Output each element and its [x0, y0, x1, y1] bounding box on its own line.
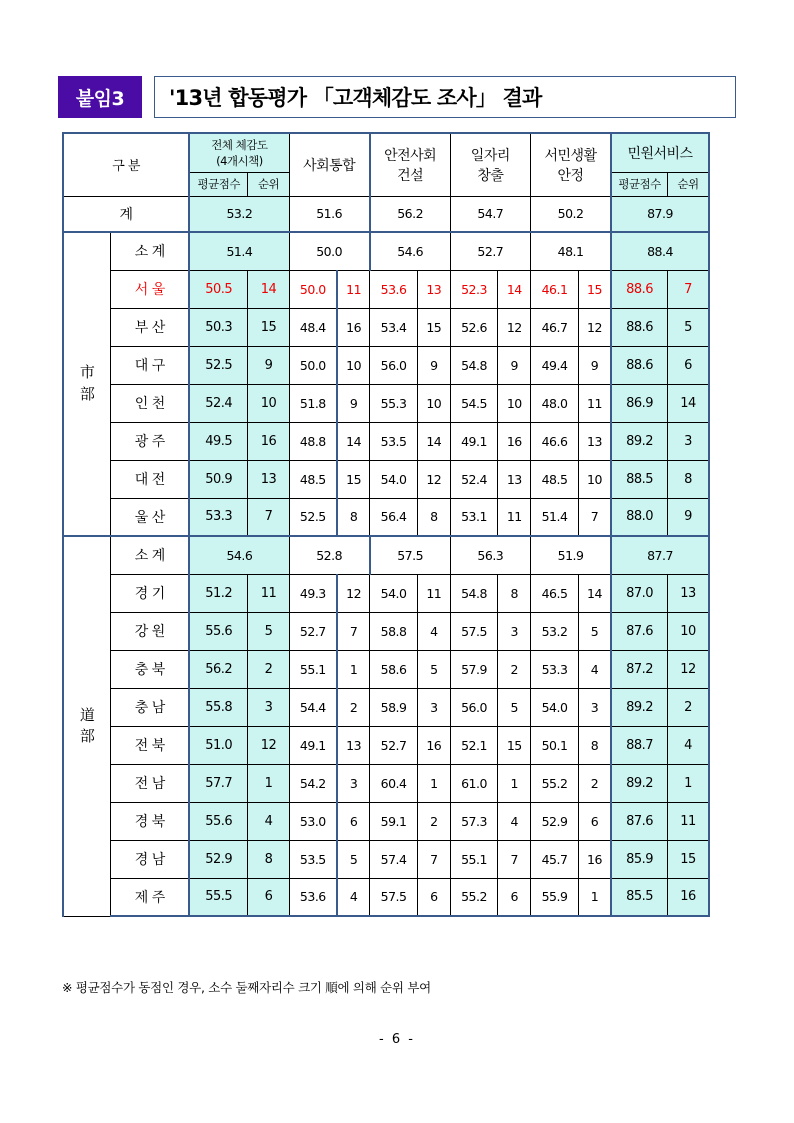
cell-category-3-rank: 1 — [578, 878, 611, 916]
cell-category-2-rank: 3 — [498, 612, 531, 650]
cell-overall-score: 51.0 — [189, 726, 248, 764]
cell-category-0-score: 53.6 — [289, 878, 337, 916]
cell-category-0-rank: 16 — [337, 308, 370, 346]
cell-category-1-rank: 1 — [417, 764, 450, 802]
cell-category-1-rank: 7 — [417, 840, 450, 878]
cell-category-0-rank: 9 — [337, 384, 370, 422]
cell-category-3-score: 48.5 — [531, 460, 579, 498]
cell-overall-score: 52.4 — [189, 384, 248, 422]
row-label-region: 전 남 — [111, 764, 189, 802]
cell-category-0-score: 54.4 — [289, 688, 337, 726]
cell-overall-rank: 16 — [248, 422, 289, 460]
cell-service-rank: 9 — [668, 498, 709, 536]
cell-category-0-rank: 3 — [337, 764, 370, 802]
cell-category-2-score: 52.3 — [450, 270, 498, 308]
cell-service-score: 89.2 — [611, 688, 668, 726]
cell-service-score: 88.6 — [611, 346, 668, 384]
cell-category-1-score: 54.0 — [370, 574, 418, 612]
cell-category-2-score: 61.0 — [450, 764, 498, 802]
cell-category-2-score: 57.5 — [450, 612, 498, 650]
cell-category-3-score: 50.1 — [531, 726, 579, 764]
cell-category-1-score: 56.0 — [370, 346, 418, 384]
cell-category-0-score: 49.1 — [289, 726, 337, 764]
cell-category-2-score: 52.4 — [450, 460, 498, 498]
row-label-region: 전 북 — [111, 726, 189, 764]
cell-category-3-rank: 15 — [578, 270, 611, 308]
group-label-0: 市 部 — [63, 232, 111, 536]
cell-category-1-score: 53.4 — [370, 308, 418, 346]
cell-category-3-score: 48.0 — [531, 384, 579, 422]
cell-overall-score: 50.5 — [189, 270, 248, 308]
cell-overall-rank: 10 — [248, 384, 289, 422]
header-overall-rank: 순위 — [248, 172, 289, 196]
cell-service-score: 87.0 — [611, 574, 668, 612]
row-label-region: 부 산 — [111, 308, 189, 346]
header-service: 민원서비스 — [611, 133, 709, 172]
table-header-row-1 — [63, 133, 709, 172]
table-row — [63, 612, 709, 650]
cell-category-3-score: 46.1 — [531, 270, 579, 308]
cell-overall-rank: 15 — [248, 308, 289, 346]
cell-category-1-score: 58.9 — [370, 688, 418, 726]
cell-service-rank: 3 — [668, 422, 709, 460]
cell-category-1-score: 60.4 — [370, 764, 418, 802]
subtotal-category-1: 54.6 — [370, 232, 450, 270]
cell-overall-score: 56.2 — [189, 650, 248, 688]
row-label-region: 경 기 — [111, 574, 189, 612]
cell-category-0-score: 50.0 — [289, 270, 337, 308]
cell-category-2-rank: 2 — [498, 650, 531, 688]
cell-service-rank: 13 — [668, 574, 709, 612]
header-overall: 전체 체감도 (4개시책) — [189, 133, 289, 172]
cell-category-2-score: 52.1 — [450, 726, 498, 764]
cell-category-0-rank: 1 — [337, 650, 370, 688]
table-row — [63, 688, 709, 726]
row-label-subtotal: 소 계 — [111, 232, 189, 270]
row-label-region: 충 북 — [111, 650, 189, 688]
cell-category-3-rank: 2 — [578, 764, 611, 802]
table-row — [63, 308, 709, 346]
cell-category-2-rank: 1 — [498, 764, 531, 802]
table-row — [63, 726, 709, 764]
cell-category-3-score: 51.4 — [531, 498, 579, 536]
cell-category-0-score: 49.3 — [289, 574, 337, 612]
header-category-3: 서민생활 안정 — [531, 133, 611, 196]
cell-category-2-rank: 10 — [498, 384, 531, 422]
cell-category-0-rank: 7 — [337, 612, 370, 650]
cell-overall-score: 52.9 — [189, 840, 248, 878]
cell-category-0-score: 53.5 — [289, 840, 337, 878]
row-label-region: 울 산 — [111, 498, 189, 536]
cell-category-1-score: 52.7 — [370, 726, 418, 764]
total-category-3: 50.2 — [531, 196, 611, 232]
cell-category-1-rank: 5 — [417, 650, 450, 688]
cell-category-3-rank: 7 — [578, 498, 611, 536]
cell-service-rank: 11 — [668, 802, 709, 840]
cell-category-3-score: 46.6 — [531, 422, 579, 460]
page-title: '13년 합동평가 「고객체감도 조사」 결과 — [154, 76, 736, 118]
cell-overall-rank: 9 — [248, 346, 289, 384]
subtotal-category-0: 52.8 — [289, 536, 369, 574]
results-table-container — [62, 132, 710, 917]
cell-category-3-rank: 16 — [578, 840, 611, 878]
subtotal-category-0: 50.0 — [289, 232, 369, 270]
cell-category-3-score: 52.9 — [531, 802, 579, 840]
table-row — [63, 384, 709, 422]
subtotal-category-1: 57.5 — [370, 536, 450, 574]
cell-category-1-score: 58.6 — [370, 650, 418, 688]
title-row — [58, 76, 736, 118]
cell-category-1-rank: 11 — [417, 574, 450, 612]
row-label-region: 제 주 — [111, 878, 189, 916]
cell-category-3-rank: 3 — [578, 688, 611, 726]
row-label-region: 경 남 — [111, 840, 189, 878]
subtotal-category-2: 56.3 — [450, 536, 530, 574]
cell-category-0-score: 48.5 — [289, 460, 337, 498]
cell-category-2-rank: 6 — [498, 878, 531, 916]
cell-category-3-rank: 4 — [578, 650, 611, 688]
cell-category-2-score: 54.8 — [450, 574, 498, 612]
cell-service-score: 87.2 — [611, 650, 668, 688]
total-service: 87.9 — [611, 196, 709, 232]
cell-category-3-score: 49.4 — [531, 346, 579, 384]
cell-service-score: 89.2 — [611, 764, 668, 802]
cell-category-2-rank: 11 — [498, 498, 531, 536]
cell-category-1-score: 56.4 — [370, 498, 418, 536]
cell-overall-rank: 14 — [248, 270, 289, 308]
table-row — [63, 840, 709, 878]
cell-overall-rank: 12 — [248, 726, 289, 764]
cell-overall-rank: 13 — [248, 460, 289, 498]
table-row-total — [63, 196, 709, 232]
cell-category-2-score: 54.8 — [450, 346, 498, 384]
cell-category-0-rank: 5 — [337, 840, 370, 878]
cell-overall-score: 52.5 — [189, 346, 248, 384]
header-category-0: 사회통합 — [289, 133, 369, 196]
cell-overall-rank: 1 — [248, 764, 289, 802]
cell-category-2-rank: 7 — [498, 840, 531, 878]
total-category-1: 56.2 — [370, 196, 450, 232]
cell-overall-rank: 8 — [248, 840, 289, 878]
cell-overall-rank: 5 — [248, 612, 289, 650]
cell-service-rank: 8 — [668, 460, 709, 498]
subtotal-overall: 51.4 — [189, 232, 289, 270]
cell-service-score: 89.2 — [611, 422, 668, 460]
cell-service-score: 88.0 — [611, 498, 668, 536]
cell-category-1-rank: 15 — [417, 308, 450, 346]
cell-overall-rank: 3 — [248, 688, 289, 726]
table-row — [63, 802, 709, 840]
cell-category-3-rank: 9 — [578, 346, 611, 384]
footnote: ※ 평균점수가 동점인 경우, 소수 둘째자리수 크기 順에 의해 순위 부여 — [62, 980, 431, 995]
cell-category-2-rank: 9 — [498, 346, 531, 384]
cell-category-1-rank: 16 — [417, 726, 450, 764]
cell-category-3-rank: 6 — [578, 802, 611, 840]
cell-category-2-rank: 16 — [498, 422, 531, 460]
cell-category-2-score: 54.5 — [450, 384, 498, 422]
cell-category-1-rank: 14 — [417, 422, 450, 460]
cell-overall-score: 55.5 — [189, 878, 248, 916]
customer-satisfaction-table — [62, 132, 710, 917]
cell-category-1-score: 57.4 — [370, 840, 418, 878]
table-row — [63, 498, 709, 536]
subtotal-service: 88.4 — [611, 232, 709, 270]
row-label-region: 서 울 — [111, 270, 189, 308]
cell-category-0-rank: 15 — [337, 460, 370, 498]
cell-overall-rank: 11 — [248, 574, 289, 612]
cell-category-0-score: 53.0 — [289, 802, 337, 840]
cell-service-score: 87.6 — [611, 802, 668, 840]
cell-category-0-rank: 4 — [337, 878, 370, 916]
cell-category-0-score: 51.8 — [289, 384, 337, 422]
cell-category-1-rank: 8 — [417, 498, 450, 536]
cell-category-2-score: 56.0 — [450, 688, 498, 726]
cell-category-1-score: 58.8 — [370, 612, 418, 650]
subtotal-category-2: 52.7 — [450, 232, 530, 270]
cell-category-2-score: 55.2 — [450, 878, 498, 916]
cell-category-0-score: 55.1 — [289, 650, 337, 688]
row-label-subtotal: 소 계 — [111, 536, 189, 574]
cell-service-score: 88.7 — [611, 726, 668, 764]
cell-category-2-score: 53.1 — [450, 498, 498, 536]
cell-category-0-score: 48.8 — [289, 422, 337, 460]
cell-category-3-rank: 12 — [578, 308, 611, 346]
cell-category-3-rank: 13 — [578, 422, 611, 460]
cell-category-0-score: 52.7 — [289, 612, 337, 650]
cell-category-3-score: 46.7 — [531, 308, 579, 346]
cell-overall-score: 57.7 — [189, 764, 248, 802]
cell-service-rank: 12 — [668, 650, 709, 688]
row-label-total: 계 — [63, 196, 189, 232]
cell-category-1-rank: 9 — [417, 346, 450, 384]
cell-category-0-score: 48.4 — [289, 308, 337, 346]
cell-category-3-rank: 11 — [578, 384, 611, 422]
cell-category-1-score: 55.3 — [370, 384, 418, 422]
cell-category-3-score: 55.2 — [531, 764, 579, 802]
table-row — [63, 878, 709, 916]
cell-service-score: 85.5 — [611, 878, 668, 916]
cell-service-rank: 7 — [668, 270, 709, 308]
cell-category-2-score: 57.3 — [450, 802, 498, 840]
cell-service-rank: 5 — [668, 308, 709, 346]
table-row-subtotal — [63, 536, 709, 574]
cell-category-3-score: 53.2 — [531, 612, 579, 650]
cell-overall-rank: 7 — [248, 498, 289, 536]
cell-overall-score: 50.9 — [189, 460, 248, 498]
group-label-1: 道 部 — [63, 536, 111, 916]
cell-category-1-rank: 6 — [417, 878, 450, 916]
cell-service-rank: 4 — [668, 726, 709, 764]
table-row — [63, 346, 709, 384]
cell-service-score: 88.6 — [611, 308, 668, 346]
cell-category-0-rank: 2 — [337, 688, 370, 726]
cell-category-3-score: 54.0 — [531, 688, 579, 726]
cell-category-0-score: 50.0 — [289, 346, 337, 384]
cell-category-3-rank: 14 — [578, 574, 611, 612]
subtotal-category-3: 51.9 — [531, 536, 611, 574]
cell-category-1-score: 53.5 — [370, 422, 418, 460]
table-row — [63, 422, 709, 460]
page-number: - 6 - — [379, 1032, 415, 1047]
row-label-region: 인 천 — [111, 384, 189, 422]
cell-category-2-rank: 8 — [498, 574, 531, 612]
row-label-region: 광 주 — [111, 422, 189, 460]
cell-overall-score: 55.6 — [189, 612, 248, 650]
cell-service-rank: 1 — [668, 764, 709, 802]
header-service-rank: 순위 — [668, 172, 709, 196]
cell-overall-score: 49.5 — [189, 422, 248, 460]
cell-service-rank: 15 — [668, 840, 709, 878]
cell-service-rank: 16 — [668, 878, 709, 916]
cell-category-3-rank: 5 — [578, 612, 611, 650]
attachment-badge: 붙임3 — [58, 76, 142, 118]
cell-category-2-rank: 12 — [498, 308, 531, 346]
header-service-score: 평균점수 — [611, 172, 668, 196]
cell-overall-score: 55.8 — [189, 688, 248, 726]
cell-service-rank: 6 — [668, 346, 709, 384]
cell-overall-rank: 6 — [248, 878, 289, 916]
cell-category-0-rank: 6 — [337, 802, 370, 840]
cell-service-score: 86.9 — [611, 384, 668, 422]
cell-category-1-score: 54.0 — [370, 460, 418, 498]
cell-category-1-rank: 13 — [417, 270, 450, 308]
cell-category-1-score: 57.5 — [370, 878, 418, 916]
subtotal-service: 87.7 — [611, 536, 709, 574]
row-label-region: 경 북 — [111, 802, 189, 840]
cell-overall-score: 50.3 — [189, 308, 248, 346]
cell-overall-score: 53.3 — [189, 498, 248, 536]
cell-category-1-rank: 2 — [417, 802, 450, 840]
cell-category-2-rank: 13 — [498, 460, 531, 498]
table-row-subtotal — [63, 232, 709, 270]
cell-category-2-rank: 4 — [498, 802, 531, 840]
cell-category-3-rank: 10 — [578, 460, 611, 498]
cell-overall-score: 55.6 — [189, 802, 248, 840]
cell-category-2-rank: 5 — [498, 688, 531, 726]
table-row — [63, 270, 709, 308]
header-overall-score: 평균점수 — [189, 172, 248, 196]
row-label-region: 대 구 — [111, 346, 189, 384]
cell-category-1-rank: 4 — [417, 612, 450, 650]
table-row — [63, 764, 709, 802]
cell-category-2-score: 57.9 — [450, 650, 498, 688]
cell-service-score: 88.5 — [611, 460, 668, 498]
total-category-0: 51.6 — [289, 196, 369, 232]
cell-category-1-rank: 12 — [417, 460, 450, 498]
cell-category-2-rank: 15 — [498, 726, 531, 764]
cell-overall-rank: 4 — [248, 802, 289, 840]
cell-category-3-score: 53.3 — [531, 650, 579, 688]
cell-category-0-rank: 11 — [337, 270, 370, 308]
cell-category-0-score: 52.5 — [289, 498, 337, 536]
cell-service-score: 87.6 — [611, 612, 668, 650]
cell-category-1-score: 53.6 — [370, 270, 418, 308]
row-label-region: 강 원 — [111, 612, 189, 650]
cell-category-0-rank: 10 — [337, 346, 370, 384]
row-label-region: 대 전 — [111, 460, 189, 498]
table-row — [63, 650, 709, 688]
cell-category-1-rank: 3 — [417, 688, 450, 726]
cell-category-0-rank: 12 — [337, 574, 370, 612]
table-row — [63, 460, 709, 498]
cell-category-2-score: 55.1 — [450, 840, 498, 878]
cell-category-2-rank: 14 — [498, 270, 531, 308]
header-category-2: 일자리 창출 — [450, 133, 530, 196]
cell-service-rank: 10 — [668, 612, 709, 650]
cell-category-2-score: 52.6 — [450, 308, 498, 346]
cell-category-0-rank: 8 — [337, 498, 370, 536]
cell-category-0-score: 54.2 — [289, 764, 337, 802]
cell-category-0-rank: 14 — [337, 422, 370, 460]
total-category-2: 54.7 — [450, 196, 530, 232]
cell-service-rank: 14 — [668, 384, 709, 422]
cell-service-rank: 2 — [668, 688, 709, 726]
cell-category-1-rank: 10 — [417, 384, 450, 422]
cell-service-score: 88.6 — [611, 270, 668, 308]
cell-category-0-rank: 13 — [337, 726, 370, 764]
header-category-1: 안전사회 건설 — [370, 133, 450, 196]
cell-service-score: 85.9 — [611, 840, 668, 878]
cell-category-3-score: 55.9 — [531, 878, 579, 916]
cell-overall-rank: 2 — [248, 650, 289, 688]
subtotal-category-3: 48.1 — [531, 232, 611, 270]
cell-category-2-score: 49.1 — [450, 422, 498, 460]
header-division: 구 분 — [63, 133, 189, 196]
cell-category-3-rank: 8 — [578, 726, 611, 764]
cell-overall-score: 51.2 — [189, 574, 248, 612]
total-overall: 53.2 — [189, 196, 289, 232]
cell-category-3-score: 45.7 — [531, 840, 579, 878]
row-label-region: 충 남 — [111, 688, 189, 726]
subtotal-overall: 54.6 — [189, 536, 289, 574]
cell-category-3-score: 46.5 — [531, 574, 579, 612]
cell-category-1-score: 59.1 — [370, 802, 418, 840]
table-row — [63, 574, 709, 612]
